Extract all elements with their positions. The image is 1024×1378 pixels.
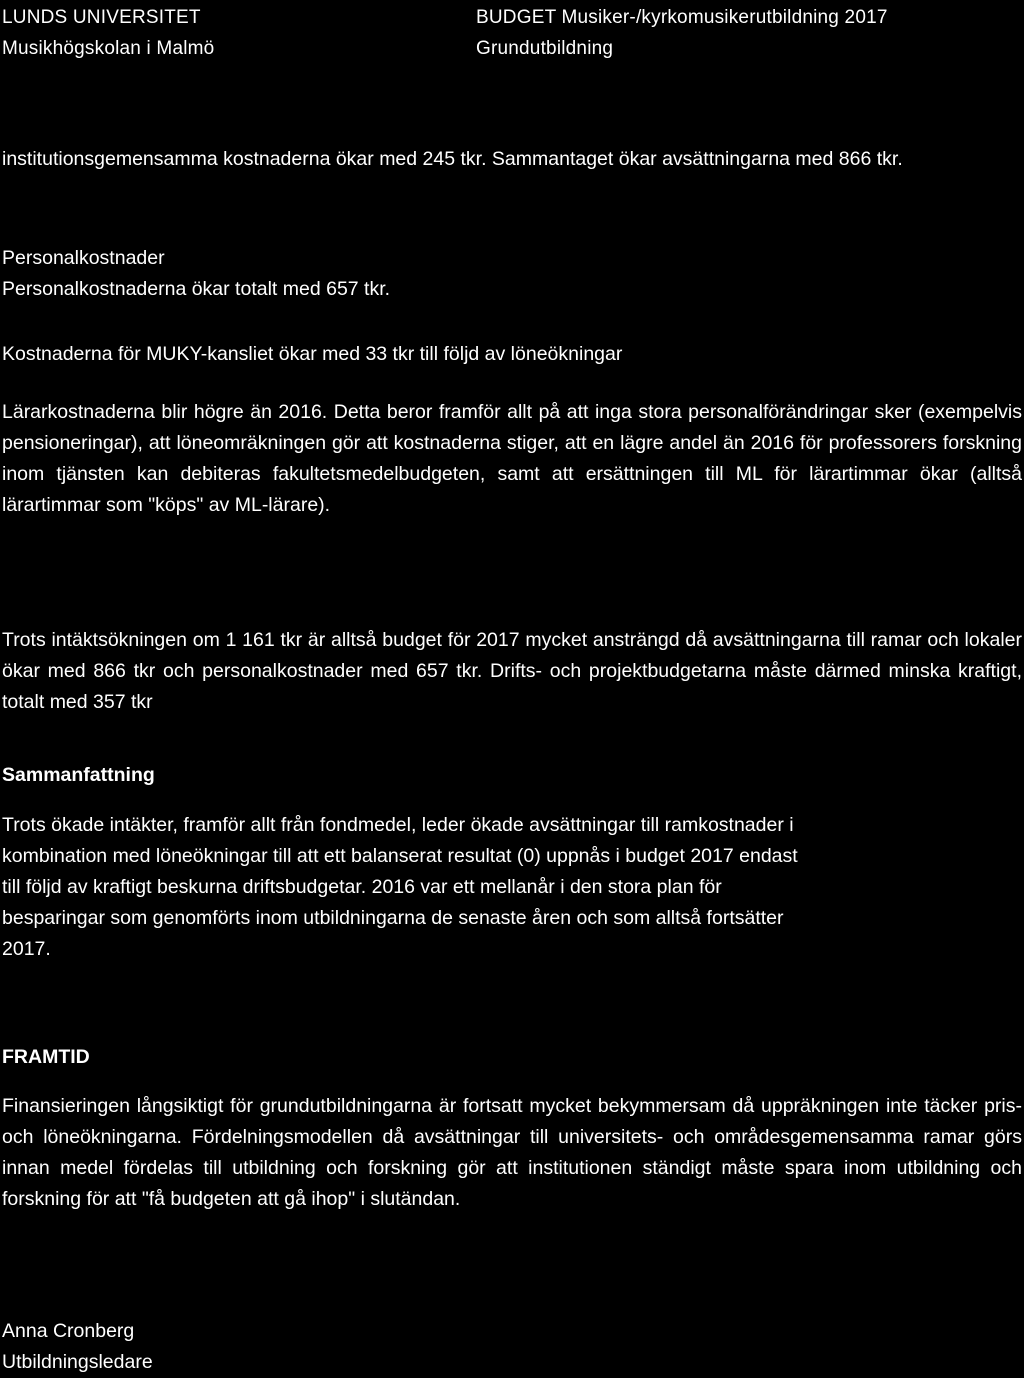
trots-block: [2, 625, 1022, 718]
sammanfattning-section: [2, 760, 1022, 791]
budget-title: BUDGET Musiker-/kyrkomusikerutbildning 2017: [476, 7, 888, 28]
budget-subtitle: Grundutbildning: [476, 38, 614, 59]
sammanfattning-line: till följd av kraftigt beskurna driftsbudgetar. 2016 var ett mellanår i den stora plan för: [2, 876, 722, 898]
signature-title: Utbildningsledare: [2, 1351, 153, 1373]
sammanfattning-line: kombination med löneökningar till att ett balanserat resultat (0) uppnås i budget 2017 endast: [2, 845, 798, 867]
personal-section: [2, 243, 1022, 305]
muky-line: Kostnaderna för MUKY-kansliet ökar med 33 tkr till följd av löneökningar: [2, 343, 623, 365]
sammanfattning-line: besparingar som genomförts inom utbildningarna de senaste åren och som alltså fortsätter: [2, 907, 784, 929]
framtid-heading: FRAMTID: [2, 1046, 90, 1068]
intro-paragraph: institutionsgemensamma kostnaderna ökar med 245 tkr. Sammantaget ökar avsättningarna med 866 tkr.: [2, 148, 903, 170]
framtid-paragraph: Finansieringen långsiktigt för grundutbildningarna är fortsatt mycket bekymmersam då uppräkningen inte täcker pris- och löneökningarna. Fördelningsmodellen då avsättningar till universitets- och områdesgemensamma ramar görs innan medel fördelas till utbildning och forskning gör att institutionen ständigt måste spara inom utbildning och forskning för att "få budgeten att gå ihop" i slutändan.: [2, 1095, 1022, 1210]
lararkostnader-block: [2, 397, 1022, 521]
header-institution: [2, 2, 214, 64]
header-document-title: [476, 2, 888, 64]
sammanfattning-line: 2017.: [2, 938, 51, 960]
trots-paragraph: Trots intäktsökningen om 1 161 tkr är alltså budget för 2017 mycket ansträngd då avsättningarna till ramar och lokaler ökar med 866 tkr och personalkostnader med 657 tkr. Drifts- och projektbudgetarna måste därmed minska kraftigt, totalt med 357 tkr: [2, 629, 1022, 713]
intro-paragraph-block: [2, 144, 1022, 175]
personal-total-line: Personalkostnaderna ökar totalt med 657 tkr.: [2, 278, 391, 300]
lararkostnader-paragraph: Lärarkostnaderna blir högre än 2016. Detta beror framför allt på att inga stora personalförändringar sker (exempelvis pensioneringar), att löneomräkningen gör att kostnaderna stiger, att en lägre andel än 2016 för professorers forskning inom tjänsten kan debiteras fakultetsmedelbudgeten, samt att ersättningen till ML för lärartimmar ökar (alltså lärartimmar som "köps" av ML-lärare).: [2, 401, 1022, 516]
sammanfattning-body: [2, 810, 1022, 965]
framtid-section: [2, 1042, 1022, 1073]
framtid-body: [2, 1091, 1022, 1215]
muky-line-block: [2, 339, 1022, 370]
signature-name: Anna Cronberg: [2, 1320, 135, 1342]
sammanfattning-line: Trots ökade intäkter, framför allt från fondmedel, leder ökade avsättningar till ramkostnader i: [2, 814, 794, 836]
university-name: LUNDS UNIVERSITET: [2, 7, 201, 28]
sammanfattning-heading: Sammanfattning: [2, 764, 155, 786]
school-name: Musikhögskolan i Malmö: [2, 38, 215, 59]
signature-block: [2, 1316, 1022, 1378]
personal-heading: Personalkostnader: [2, 247, 165, 269]
